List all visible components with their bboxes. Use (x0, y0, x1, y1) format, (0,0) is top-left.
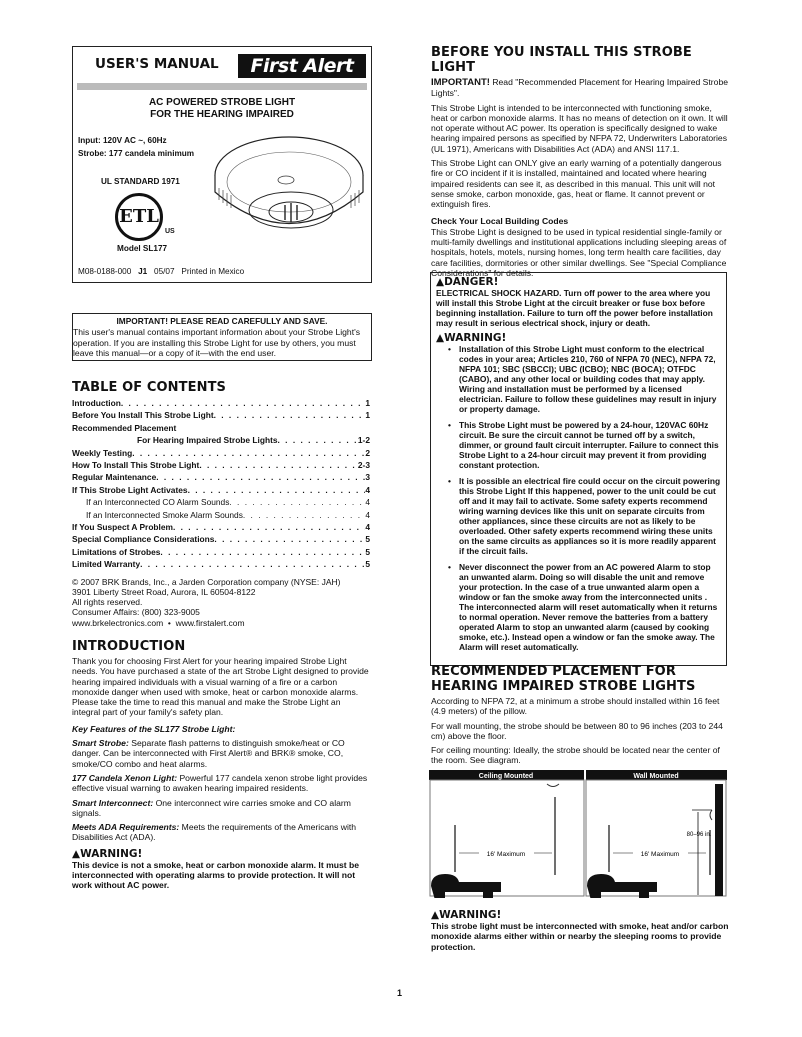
warning-heading: ▲WARNING! (436, 332, 507, 344)
warning-triangle-icon: ▲ (436, 276, 445, 288)
toc-item[interactable]: Recommended Placement (72, 422, 177, 433)
feature-item: Meets ADA Requirements: Meets the requirements of the Americans with Disabilities Act (ADA). (72, 822, 357, 843)
distance-label: 16' Maximum (640, 851, 680, 858)
warning-bullet: • Installation of this Strobe Light must conform to the electrical codes in your area; Articles 210, 760 of NFPA 70 (NEC), NFPA 72, NFPA 101; SBC (SBCCI); UBC (ICBO); NBC (BOCA); OTFDC (CABO), and any other local or building codes that may apply. Wiring and installation must be performed by a licensed electrician. Failure to follow these guidelines may result in injury or property damage. (450, 344, 721, 414)
placement-warning: ▲WARNING! This strobe light must be interconnected with smoke, heat and/or carbon monoxide alarms either within or nearby the sleeping rooms to provide protection. (431, 909, 729, 952)
warning-triangle-icon: ▲ (431, 909, 440, 921)
toc-item[interactable]: If You Suspect A Problem . . . 4 (72, 521, 370, 533)
feature-item: Smart Strobe: Separate flash patterns to distinguish smoke/heat or CO danger. Can be interconnected with First Alert® and BRK® smoke, CO, smoke/CO combo and heat alarms. (72, 738, 345, 769)
firstalert-link[interactable]: www.firstalert.com (175, 617, 245, 628)
toc-item[interactable]: For Hearing Impaired Strobe Lights . . . 1-2 (72, 434, 370, 446)
toc-item[interactable]: Special Compliance Considerations . . . 5 (72, 533, 370, 545)
page-number: 1 (397, 988, 403, 998)
table-of-contents (72, 380, 370, 628)
placement-heading: RECOMMENDED PLACEMENT FOR HEARING IMPAIRED STROBE LIGHTS (431, 664, 696, 694)
before-install-section: BEFORE YOU INSTALL THIS STROBE LIGHT IMPORTANT! Read "Recommended Placement for Hearing Impaired Strobe Lights". This Strobe Light is intended to be interconnected with functioning smoke, heat or carbon monoxide alarms. It has no means of detection on it own. It will not operate without AC power. Its operation is specifically designed to wake hearing impaired persons as specified by NFPA 72, Underwriters Laboratories (UL 1971), Americans with Disabilities Act (ADA) and ANSI 117.1. This Strobe Light can ONLY give an early warning of a potentially dangerous fire or CO incident if it is installed, maintained and located where hearing impaired residents can see it, as described in this manual. This unit will not sense smoke, carbon monoxide, gas, heat or flame. It cannot prevent or extinguish fires. Check Your Local Building Codes This Strobe Light is designed to be used in typical residential single-family or multi-family dwellings and institutional applications including sleeping areas of hospitals, hotels, motels, nursing homes, long term health care facilities, day care facilities, dormitories or other similar dwellings. See "Special Compliance Considerations" for details. (431, 45, 729, 279)
feature-item: Smart Interconnect: One interconnect wire carries smoke and CO alarm signals. (72, 797, 351, 818)
toc-item[interactable]: Limited Warranty . . . 5 (72, 558, 370, 570)
danger-box: ▲DANGER! ELECTRICAL SHOCK HAZARD. Turn off power to the area where you will install this Strobe Light at the circuit breaker or fuse box before beginning installation. Failure to turn off the power before installation may result in serious electrical shock, injury or death. ▲WARNING! • Installation of this Strobe Light must conform to the electrical codes in your area; Articles 210, 760 of NFPA 70 (NEC), NFPA 72, NFPA 101; SBC (SBCCI); UBC (ICBO); NBC (BOCA); OTFDC (CABO), and any other local or building codes that may apply. Wiring and installation must be performed by a licensed electrician. Failure to follow these guidelines may result in injury or property damage. • This Strobe Light must be powered by a 24-hour, 120VAC 60Hz circuit. Be sure the circuit cannot be turned off by a switch, dimmer, or ground fault circuit interrupter. Failure to connect this Strobe Light to a 24-hour circuit may prevent it from providing constant protection. • It is possible an electrical fire could occur on the circuit powering this Strobe Light If this happened, power to the unit could be cut off and it may fail to activate. Some safety experts recommend wiring warning devices like this unit on separate circuits from other appliances, since these circuits are not as likely to be overloaded. Other safety experts recommend wiring these units on the same circuits as appliances so it is more readily apparent if the circuit fails. • Never disconnect the power from an AC powered Alarm to stop an unwanted alarm. Doing so will disable the unit and remove your protection. In the case of a true unwanted alarm open a window or fan the smoke away from the interconnected units . The interconnected alarm will reset automatically when it returns to normal operation. Never remove the batteries from a battery operated Alarm to stop an unwanted alarm (caused by cooking smoke, etc.). Instead open a window or fan the smoke away. The Alarm will reset automatically. (430, 272, 727, 666)
toc-item[interactable]: If an Interconnected CO Alarm Sounds . . . 4 (72, 496, 370, 508)
height-label: 80–96 in. (686, 832, 712, 838)
warning-bullet: • This Strobe Light must be powered by a 24-hour, 120VAC 60Hz circuit. Be sure the circuit cannot be turned off by a switch, dimmer, or ground fault circuit interrupter. Failure to connect this Strobe Light to a 24-hour circuit may prevent it from providing constant protection. (450, 420, 721, 470)
etl-listed-icon: ETL (115, 193, 163, 241)
users-manual-label: USER'S MANUAL (95, 56, 219, 72)
placement-diagram (429, 770, 727, 898)
warning-heading: ▲WARNING! (431, 909, 502, 921)
feature-item: 177 Candela Xenon Light: Powerful 177 candela xenon strobe light provides effective visual warning to awaken hearing impaired residents. (72, 772, 368, 794)
print-info: M08-0188-000 J1 05/07 Printed in Mexico (78, 267, 245, 276)
before-heading: BEFORE YOU INSTALL THIS STROBE LIGHT (431, 45, 692, 75)
toc-item[interactable]: Weekly Testing . . . 2 (72, 447, 370, 459)
toc-item[interactable]: Before You Install This Strobe Light . . . 1 (72, 409, 370, 421)
us-mark: US (165, 228, 175, 235)
warning-heading: ▲WARNING! (72, 847, 143, 860)
danger-heading: ▲DANGER! (436, 276, 499, 288)
toc-heading: TABLE OF CONTENTS (72, 380, 227, 395)
product-title: AC POWERED STROBE LIGHT FOR THE HEARING IMPAIRED (148, 97, 296, 120)
cover-box (72, 46, 372, 283)
ul-standard: UL STANDARD 1971 (101, 177, 180, 186)
wall-mounted-label: Wall Mounted (633, 773, 679, 780)
distance-label: 16' Maximum (486, 851, 526, 858)
warning-bullet: • Never disconnect the power from an AC powered Alarm to stop an unwanted alarm. Doing so will disable the unit and remove your protection. In the case of a true unwanted alarm open a window or fan the smoke away from the interconnected units . The interconnected alarm will reset automatically when it returns to normal operation. Never remove the batteries from a battery operated Alarm to stop an unwanted alarm (caused by cooking smoke, etc.). Instead open a window or fan the smoke away. The Alarm will reset automatically. (450, 562, 721, 652)
strobe-device-illustration (211, 130, 368, 245)
placement-section: RECOMMENDED PLACEMENT FOR HEARING IMPAIRED STROBE LIGHTS According to NFPA 72, at a minimum a strobe should installed within 16 feet (4.9 meters) of the pillow. For wall mounting, the strobe should be between 80 to 96 inches (203 to 244 cm) above the floor. For ceiling mounting: Ideally, the strobe should be located near the center of the room. See diagram. (431, 664, 729, 770)
company-info: © 2007 BRK Brands, Inc., a Jarden Corporation company (NYSE: JAH) 3901 Liberty Street Road, Aurora, IL 60504-8122 All rights reserved. Consumer Affairs: (800) 323-9005 www.brkelectronics.com • www.firstalert.com (72, 576, 341, 628)
ceiling-mounted-label: Ceiling Mounted (478, 773, 534, 780)
toc-item[interactable]: Introduction . . . 1 (72, 397, 370, 409)
toc-item[interactable]: If This Strobe Light Activates . . . 4 (72, 484, 370, 496)
intro-heading: INTRODUCTION (72, 639, 186, 654)
toc-item[interactable]: How To Install This Strobe Light . . . 2-3 (72, 459, 370, 471)
first-alert-logo: First Alert (238, 54, 366, 78)
brk-link[interactable]: www.brkelectronics.com (72, 617, 164, 628)
divider-bar (77, 83, 367, 90)
model-number: Model SL177 (117, 244, 168, 253)
important-notice: IMPORTANT! PLEASE READ CAREFULLY AND SAVE. This user's manual contains important information about your Strobe Light's operation. If you are installing this Strobe Light for use by others, you must leave this manual—or a copy of it—with the end user. (72, 313, 372, 361)
toc-item[interactable]: Limitations of Strobes . . . 5 (72, 546, 370, 558)
specs: Input: 120V AC ~, 60Hz Strobe: 177 candela minimum (78, 136, 195, 158)
toc-item[interactable]: Regular Maintenance . . . 3 (72, 471, 370, 483)
warning-triangle-icon: ▲ (436, 332, 445, 344)
warning-triangle-icon: ▲ (72, 847, 81, 860)
toc-item[interactable]: If an Interconnected Smoke Alarm Sounds . . . 4 (72, 509, 370, 521)
introduction-section: INTRODUCTION Thank you for choosing First Alert for your hearing impaired Strobe Light needs. You have purchased a state of the art Strobe Light designed to provide hearing impaired individuals with a visual warning of a fire or a carbon monoxide danger when used with smoke, heat or carbon monoxide alarms. Please take the time to read this manual and make the Strobe Light an integral part of your family's safety plan. Key Features of the SL177 Strobe Light: Smart Strobe: Separate flash patterns to distinguish smoke/heat or CO danger. Can be interconnected with First Alert® and BRK® smoke, CO, smoke/CO combo and heat alarms. 177 Candela Xenon Light: Powerful 177 candela xenon strobe light provides effective visual warning to awaken hearing impaired residents. Smart Interconnect: One interconnect wire carries smoke and CO alarm signals. Meets ADA Requirements: Meets the requirements of the Americans with Disabilities Act (ADA). ▲WARNING! This device is not a smoke, heat or carbon monoxide alarm. It must be interconnected with operating alarms to provide protection. It will not work without AC power. (72, 639, 369, 891)
warning-bullet: • It is possible an electrical fire could occur on the circuit powering this Strobe Light If this happened, power to the unit could be cut off and it may fail to activate. Some safety experts recommend wiring warning devices like this unit on separate circuits from other appliances, since these circuits are not as likely to be overloaded. Other safety experts recommend wiring these units on the same circuits as appliances so it is more readily apparent if the circuit fails. (450, 476, 721, 556)
